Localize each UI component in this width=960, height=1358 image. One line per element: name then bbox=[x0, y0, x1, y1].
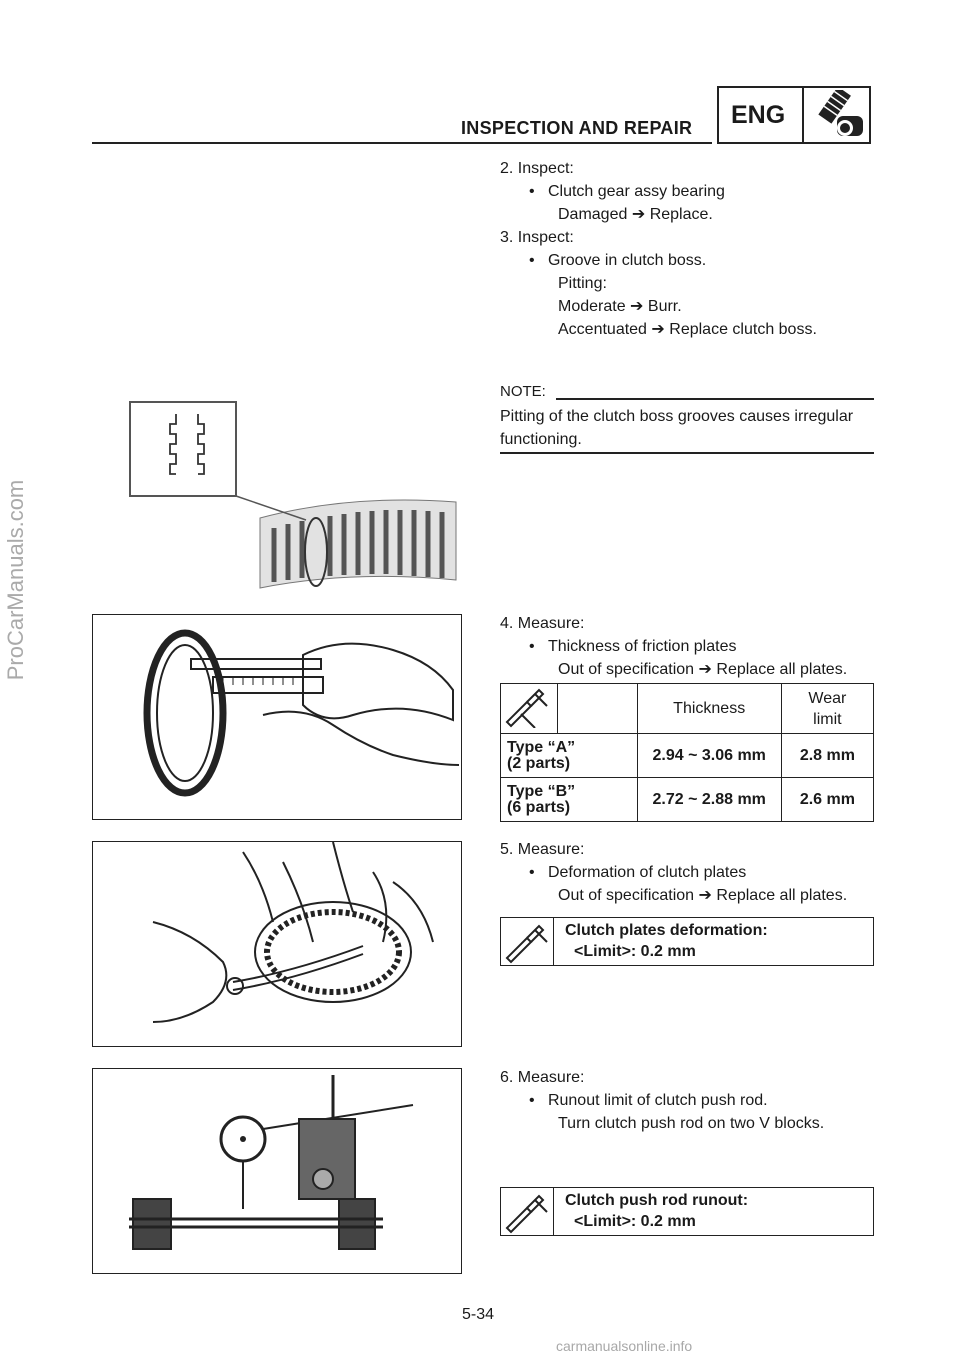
step-title: Inspect: bbox=[517, 160, 574, 177]
step-sub: Turn clutch push rod on two V blocks. bbox=[558, 1115, 825, 1132]
thickness-cell: 2.72 ~ 2.88 mm bbox=[637, 778, 781, 822]
table-header-wear bbox=[781, 684, 873, 734]
step-item: Runout limit of clutch push rod. bbox=[547, 1092, 768, 1109]
spec-icon-cell bbox=[501, 1188, 554, 1235]
note-top-rule bbox=[556, 398, 874, 400]
engine-icon bbox=[807, 90, 869, 142]
note-bottom-rule bbox=[500, 452, 874, 454]
friction-plate-spec-table bbox=[500, 683, 874, 822]
spec-label: Clutch push rod runout: bbox=[565, 1192, 749, 1209]
header-rule bbox=[92, 142, 712, 144]
bullet: • bbox=[529, 252, 535, 269]
thickness-cell: 2.94 ~ 3.06 mm bbox=[637, 734, 781, 778]
step-item: Clutch gear assy bearing bbox=[547, 183, 725, 200]
condition-text: Accentuated bbox=[558, 321, 647, 338]
eng-badge-divider bbox=[802, 88, 804, 142]
bullet: • bbox=[529, 638, 535, 655]
push-rod-runout-figure bbox=[92, 1068, 462, 1274]
section-measure-friction bbox=[500, 612, 880, 681]
condition-text: Pitting: bbox=[558, 275, 607, 292]
spec-icon-cell bbox=[501, 918, 554, 965]
friction-plate-caliper-figure bbox=[92, 614, 462, 820]
action-text: Burr. bbox=[647, 298, 682, 315]
section-header-title: INSPECTION AND REPAIR bbox=[461, 118, 693, 138]
type-name: Type “B” bbox=[507, 782, 576, 800]
action-text: Replace. bbox=[649, 206, 713, 223]
section-inspect-bearing bbox=[500, 157, 880, 226]
condition-text: Damaged bbox=[558, 206, 628, 223]
step-number: 3. bbox=[500, 229, 514, 246]
spec-value: <Limit>: 0.2 mm bbox=[574, 1213, 696, 1230]
condition-text: Out of specification bbox=[558, 887, 695, 904]
step-title: Measure: bbox=[517, 615, 585, 632]
step-item: Groove in clutch boss. bbox=[547, 252, 707, 269]
type-parts: (2 parts) bbox=[507, 754, 571, 772]
wear-label: Wear bbox=[808, 689, 847, 707]
spec-value: <Limit>: 0.2 mm bbox=[574, 943, 696, 960]
arrow-icon: ➔ bbox=[651, 321, 665, 338]
table-header-blank bbox=[558, 684, 637, 734]
watermark-bottom: carmanualsonline.info bbox=[556, 1338, 693, 1354]
step-title: Measure: bbox=[517, 841, 585, 858]
arrow-icon: ➔ bbox=[698, 661, 712, 678]
table-icon-cell bbox=[501, 684, 558, 734]
arrow-icon: ➔ bbox=[630, 298, 644, 315]
wear-cell: 2.6 mm bbox=[781, 778, 873, 822]
arrow-icon: ➔ bbox=[631, 206, 646, 223]
table-row bbox=[501, 734, 874, 778]
step-item: Deformation of clutch plates bbox=[547, 864, 747, 881]
table-row bbox=[501, 778, 874, 822]
type-cell bbox=[501, 734, 638, 778]
arrow-icon: ➔ bbox=[698, 887, 712, 904]
step-number: 5. bbox=[500, 841, 514, 858]
action-text: Replace clutch boss. bbox=[669, 321, 817, 338]
condition-text: Out of specification bbox=[558, 661, 695, 678]
page-number: 5-34 bbox=[462, 1306, 495, 1323]
note-label: NOTE: bbox=[500, 383, 546, 400]
caliper-icon bbox=[501, 918, 553, 964]
clutch-plate-deformation-figure bbox=[92, 841, 462, 1047]
bullet: • bbox=[529, 183, 535, 200]
step-title: Inspect: bbox=[517, 229, 574, 246]
runout-spec-box bbox=[500, 1187, 874, 1236]
spec-label: Clutch plates deformation: bbox=[565, 922, 768, 939]
section-inspect-groove bbox=[500, 226, 880, 341]
step-number: 6. bbox=[500, 1069, 514, 1086]
step-number: 4. bbox=[500, 615, 514, 632]
note-text: Pitting of the clutch boss grooves causes irregular functioning. bbox=[500, 408, 854, 448]
watermark-left: ProCarManuals.com bbox=[3, 479, 28, 681]
step-number: 2. bbox=[500, 160, 514, 177]
bullet: • bbox=[529, 1092, 535, 1109]
clutch-boss-illustration bbox=[128, 400, 462, 590]
step-title: Measure: bbox=[517, 1069, 585, 1086]
caliper-icon bbox=[501, 1188, 553, 1234]
eng-badge bbox=[717, 86, 871, 144]
section-measure-deformation bbox=[500, 838, 880, 907]
limit-label: limit bbox=[813, 710, 842, 728]
feeler-gauge-illustration bbox=[93, 842, 460, 1045]
section-measure-runout bbox=[500, 1066, 880, 1135]
wear-cell: 2.8 mm bbox=[781, 734, 873, 778]
deformation-spec-box bbox=[500, 917, 874, 966]
type-parts: (6 parts) bbox=[507, 798, 571, 816]
table-header-thickness: Thickness bbox=[637, 684, 781, 734]
step-item: Thickness of friction plates bbox=[547, 638, 737, 655]
type-name: Type “A” bbox=[507, 738, 576, 756]
type-cell bbox=[501, 778, 638, 822]
action-text: Replace all plates. bbox=[716, 661, 848, 678]
dial-gauge-illustration bbox=[93, 1069, 460, 1272]
action-text: Replace all plates. bbox=[716, 887, 848, 904]
eng-badge-label: ENG bbox=[731, 101, 786, 129]
bullet: • bbox=[529, 864, 535, 881]
caliper-illustration bbox=[93, 615, 460, 818]
caliper-icon bbox=[501, 684, 553, 728]
condition-text: Moderate bbox=[558, 298, 626, 315]
